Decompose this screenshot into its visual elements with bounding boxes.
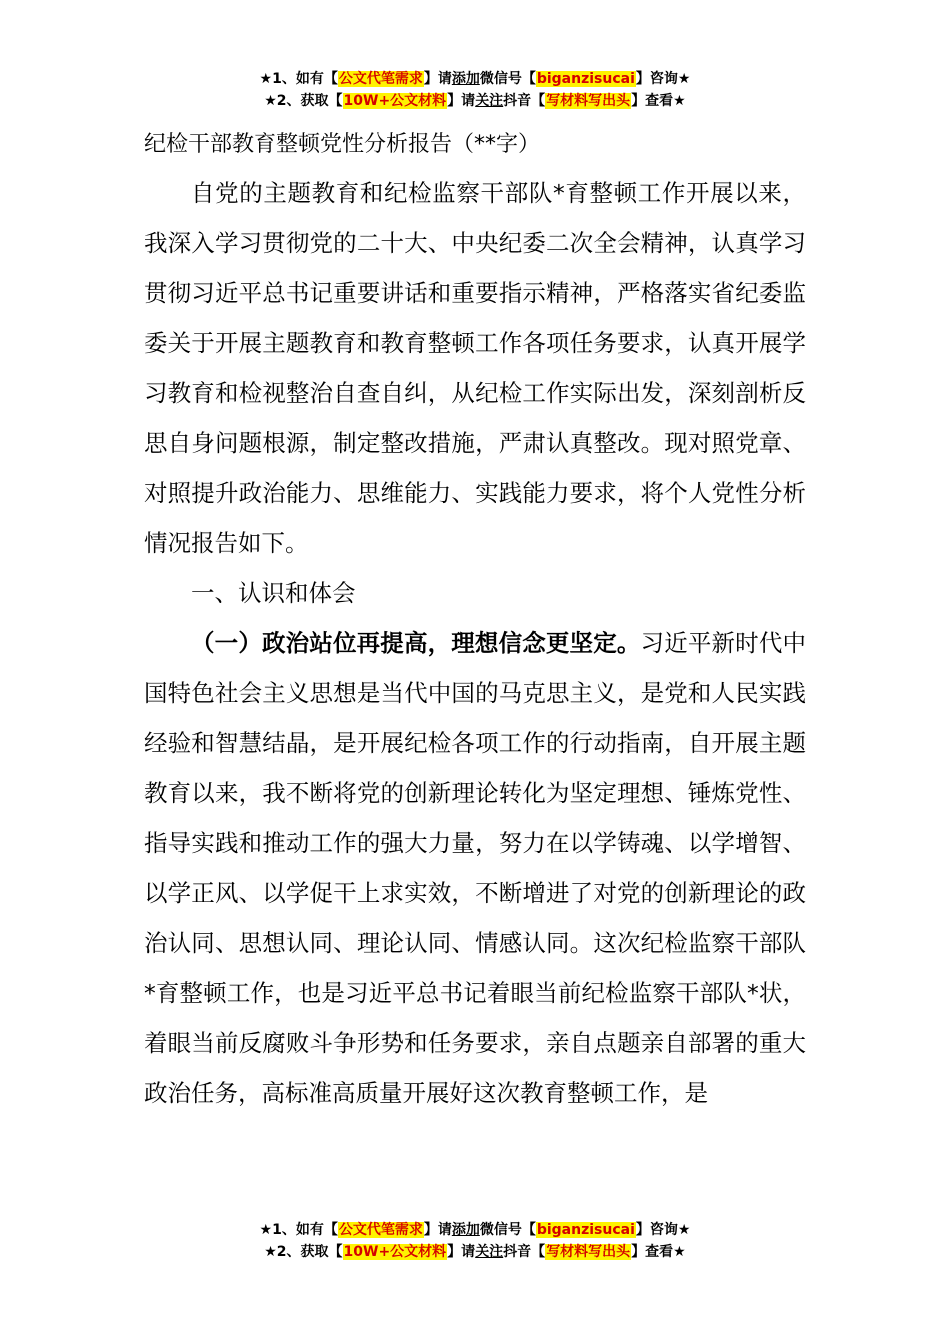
promo-text: ★1、如有【 — [259, 71, 338, 87]
promo-highlight: biganzisucai — [536, 1222, 635, 1238]
promo-highlight: 公文代笔需求 — [338, 71, 423, 87]
promo-text: ★2、获取【 — [264, 93, 343, 109]
promo-underlined: 添加 — [451, 1222, 480, 1238]
document-title: 纪检干部教育整顿党性分析报告（**字） — [144, 132, 541, 157]
promo-banner-bottom — [0, 1219, 950, 1263]
promo-text: ★2、获取【 — [264, 1244, 343, 1260]
promo-text: 】请 — [423, 71, 452, 87]
promo-text: ★1、如有【 — [259, 1222, 338, 1238]
promo-underlined: 添加 — [451, 71, 480, 87]
document-body — [144, 168, 806, 1118]
promo-line-2 — [0, 1241, 950, 1263]
promo-text: 】查看★ — [631, 1244, 686, 1260]
promo-highlight: 10W+公文材料 — [343, 1244, 447, 1260]
promo-text: 微信号【 — [479, 1222, 536, 1238]
promo-text: 】请 — [423, 1222, 452, 1238]
promo-text: 微信号【 — [479, 71, 536, 87]
promo-line-2 — [0, 90, 950, 112]
promo-text: 抖音【 — [503, 1244, 546, 1260]
paragraph-section-1-1 — [144, 618, 806, 1118]
promo-text: 】咨询★ — [635, 71, 691, 87]
promo-text: 】查看★ — [631, 93, 686, 109]
promo-text: 抖音【 — [503, 93, 546, 109]
section-heading: 一、认识和体会 — [191, 579, 356, 607]
promo-highlight: 写材料写出头 — [546, 1244, 631, 1260]
promo-underlined: 关注 — [475, 93, 504, 109]
promo-line-1 — [0, 68, 950, 90]
promo-underlined: 关注 — [475, 1244, 504, 1260]
promo-banner-top — [0, 68, 950, 112]
promo-text: 】请 — [447, 1244, 476, 1260]
subsection-lead: （一）政治站位再提高，理想信念更坚定。 — [191, 629, 641, 657]
promo-text: 】咨询★ — [635, 1222, 691, 1238]
promo-line-1 — [0, 1219, 950, 1241]
promo-text: 】请 — [447, 93, 476, 109]
promo-highlight: 公文代笔需求 — [338, 1222, 423, 1238]
subsection-body: 习近平新时代中国特色社会主义思想是当代中国的马克思主义，是党和人民实践经验和智慧结晶，是开展纪检各项工作的行动指南，自开展主题教育以来，我不断将党的创新理论转化为坚定理想、锤炼党性、指导实践和推动工作的强大力量，努力在以学铸魂、以学增智、以学正风、以学促干上求实效，不断增进了对党的创新理论的政治认同、思想认同、理论认同、情感认同。这次纪检监察干部队*育整顿工作，也是习近平总书记着眼当前纪检监察干部队*状，着眼当前反腐败斗争形势和任务要求，亲自点题亲自部署的重大政治任务，高标准高质量开展好这次教育整顿工作，是 — [144, 629, 807, 1107]
promo-highlight: 写材料写出头 — [546, 93, 631, 109]
promo-highlight: 10W+公文材料 — [343, 93, 447, 109]
promo-highlight: biganzisucai — [536, 71, 635, 87]
paragraph-intro: 自党的主题教育和纪检监察干部队*育整顿工作开展以来，我深入学习贯彻党的二十大、中央纪委二次全会精神，认真学习贯彻习近平总书记重要讲话和重要指示精神，严格落实省纪委监委关于开展主题教育和教育整顿工作各项任务要求，认真开展学习教育和检视整治自查自纠，从纪检工作实际出发，深刻剖析反思自身问题根源，制定整改措施，严肃认真整改。现对照党章、对照提升政治能力、思维能力、实践能力要求，将个人党性分析情况报告如下。 — [144, 179, 806, 557]
